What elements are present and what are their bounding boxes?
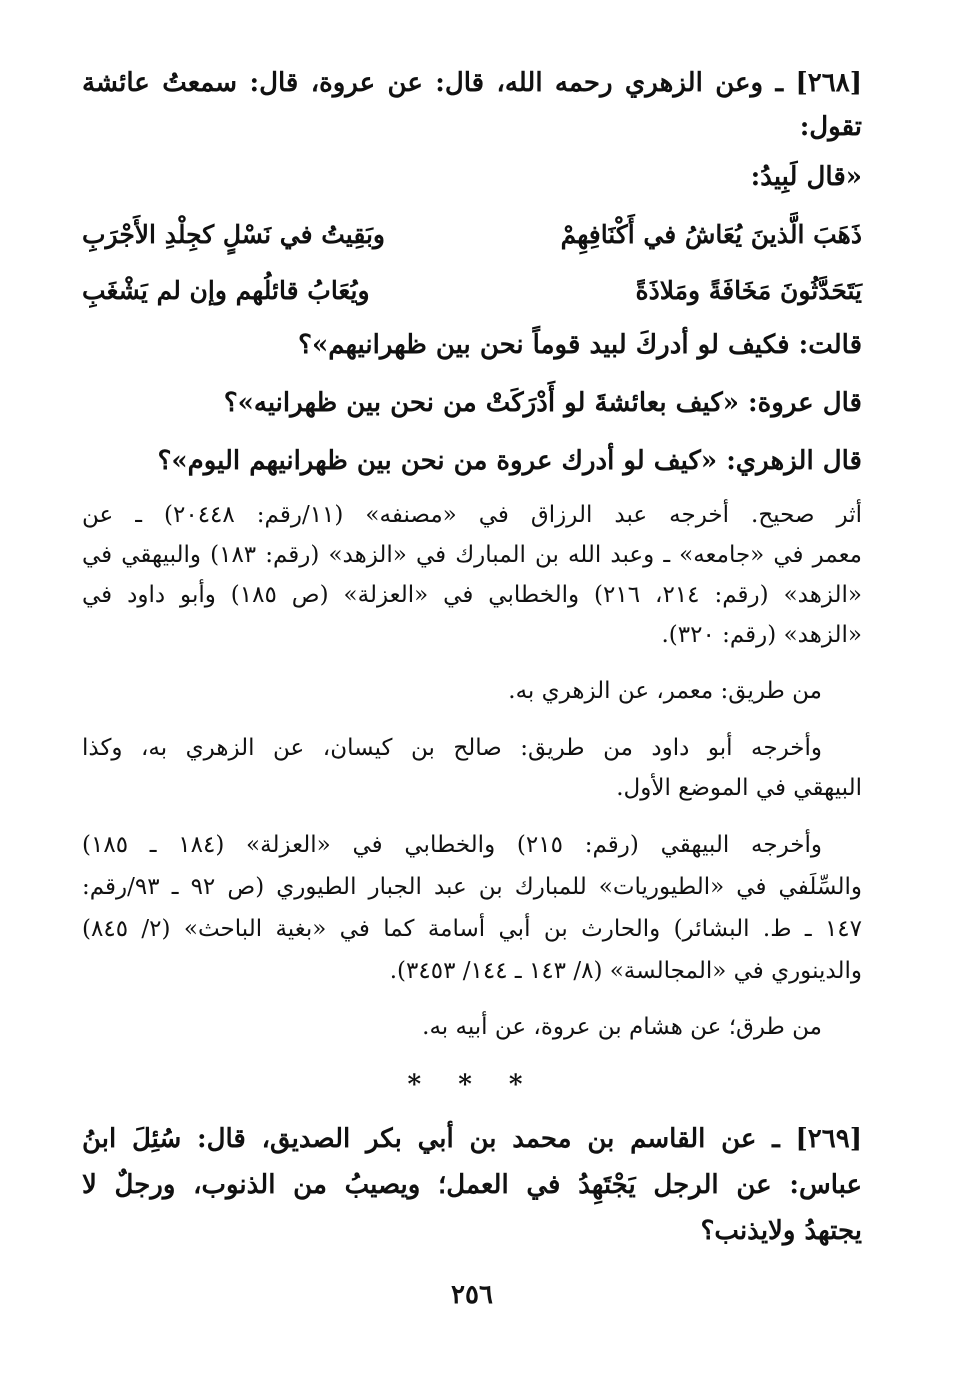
takhrij-line-1: أثر صحيح. أخرجه عبد الرزاق في «مصنفه» (١١/رقم: ٢٠٤٤٨) ـ عن (82, 502, 862, 528)
takhrij-line-4: «الزهد» (رقم: ٣٢٠). (661, 622, 862, 648)
hadith-269-line-1: [٢٦٩] ـ عن القاسم بن محمد بن أبي بكر الصديق، قال: سُئِلَ ابنُ (82, 1124, 862, 1154)
poem-intro: «قال لَبِيدُ: (750, 162, 862, 192)
section-separator: * * * (407, 1070, 537, 1100)
bayhaqi-line-3: ١٤٧ ـ ط. البشائر) والحارث بن أبي أسامة كما في «بغية الباحث» (٢/ ٨٤٥) (82, 916, 863, 942)
book-page (82, 40, 862, 1360)
verse-1-first-hemistich: ذَهَبَ الَّذينَ يُعَاشُ في أَكْنَافِهِمْ (560, 220, 862, 249)
urwa-statement: قال عروة: «كيف بعائشةَ لو أَدْرَكَتْ من نحن بين ظهرانيه»؟ (223, 388, 862, 418)
chain-note-1: من طريق: معمر، عن الزهري به. (508, 678, 822, 704)
bayhaqi-line-4: والدينوري في «المجالسة» (٨/ ١٤٣ ـ ١٤٤/ ٣٤٥٣). (389, 958, 862, 984)
abudawud-line-1: وأخرجه أبو داود من طريق: صالح بن كيسان، عن الزهري به، وكذا (82, 735, 822, 761)
abudawud-line-2: البيهقي في الموضع الأول. (616, 775, 862, 801)
takhrij-line-3: «الزهد» (رقم: ٢١٤، ٢١٦) والخطابي في «العزلة» (ص ١٨٥) وأبو داود في (82, 582, 863, 608)
verse-1-second-hemistich: وبَقِيتُ في نَسْلٍ كجِلْدِ الأَجْرَبِ (82, 220, 385, 249)
hadith-269-line-3: يجتهدُ ولايذنب؟ (700, 1216, 862, 1246)
aisha-statement: قالت: فكيف لو أدركَ لبيد قوماً نحن بين ظهرانيهم»؟ (298, 330, 862, 360)
bayhaqi-line-1: وأخرجه البيهقي (رقم: ٢١٥) والخطابي في «العزلة» (١٨٤ ـ ١٨٥) (82, 832, 822, 858)
hadith-268-line-2: تقول: (799, 112, 862, 142)
chain-note-2: من طرق؛ عن هشام بن عروة، عن أبيه به. (422, 1014, 822, 1040)
bayhaqi-line-2: والسِّلَفي في «الطيوريات» للمبارك بن عبد الجبار الطيوري (ص ٩٢ ـ ٩٣/رقم: (82, 874, 862, 900)
hadith-268-line-1: [٢٦٨] ـ وعن الزهري رحمه الله، قال: عن عروة، قال: سمعتُ عائشة (82, 68, 862, 98)
page-number: ٢٥٦ (451, 1280, 493, 1310)
verse-2-second-hemistich: ويُعَابُ قائلُهم وإن لم يَشْغَبِ (82, 276, 370, 305)
zuhri-statement: قال الزهري: «كيف لو أدرك عروة من نحن بين ظهرانيهم اليوم»؟ (157, 446, 862, 476)
verse-2-first-hemistich: يَتَحَدَّثُونَ مَخَافَةً ومَلاذَةً (635, 276, 862, 305)
hadith-269-line-2: عباس: عن الرجل يَجْتَهِدُ في العمل؛ ويصيبُ من الذنوب، ورجلٌ لا (82, 1170, 862, 1200)
takhrij-line-2: معمر في «جامعه» ـ وعبد الله بن المبارك في «الزهد» (رقم: ١٨٣) والبيهقي في (82, 542, 862, 568)
